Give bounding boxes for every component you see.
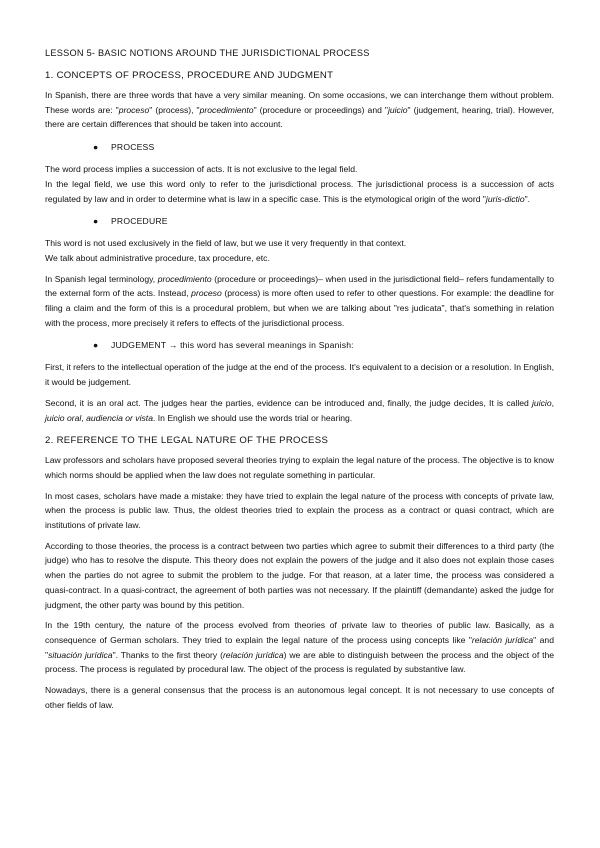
judgement-paragraph-1: First, it refers to the intellectual operation of the judge at the end of the process. It's equivalent to a decision or a resolution. In English, it would be judgement.	[45, 362, 554, 388]
legal-nature-paragraph-2: In most cases, scholars have made a mistake: they have tried to explain the legal nature of the process with concepts of private law, when the process is public law. Thus, the oldest theories tried to explain the process as a contract or quasi contract, which are institutions of private law.	[45, 490, 554, 531]
bullet-dot-icon: ●	[93, 142, 99, 153]
bullet-judgement: ● JUDGEMENT → this word has several meanings in Spanish:	[93, 340, 354, 351]
bullet-dot-icon: ●	[93, 340, 99, 351]
procedure-line-2: We talk about administrative procedure, tax procedure, etc.	[45, 252, 270, 263]
intro-paragraph: In Spanish, there are three words that have a very similar meaning. On some occasions, we can interchange them without problem. These words are: "proceso" (process), "procedimiento" (procedure or proceedings) and "juicio" (judgement, hearing, trial). However, there are certain differences that should be taken into account.	[45, 90, 554, 130]
bullet-procedure: ● PROCEDURE	[93, 216, 168, 227]
section-2-heading: 2. REFERENCE TO THE LEGAL NATURE OF THE PROCESS	[45, 435, 329, 447]
procedure-line-1: This word is not used exclusively in the field of law, but we use it very frequently in that context.	[45, 238, 407, 249]
procedure-paragraph: In Spanish legal terminology, procedimiento (procedure or proceedings)– when used in the jurisdictional field– refers fundamentally to the external form of the acts. Instead, proceso (process) is more often used to refer to other questions. For example: the deadline for filing a claim and the form of this is a procedural problem, but when we are talking about "res judicata", that's something in relation with the process, more precisely it refers to effects of the jurisdictional process.	[45, 273, 554, 328]
process-paragraph: In the legal field, we use this word only to refer to the jurisdictional process. The jurisdictional process is a succession of acts regulated by law and in order to determine what is law in a specific case. This is the etymological origin of the word "juris-dictio".	[45, 178, 554, 204]
legal-nature-paragraph-1: Law professors and scholars have proposed several theories trying to explain the legal nature of the process. The objective is to know which norms should be applied when the law does not regulate something in particular.	[45, 455, 554, 480]
process-line-1: The word process implies a succession of acts. It is not exclusive to the legal field.	[45, 164, 358, 175]
legal-nature-paragraph-4: In the 19th century, the nature of the process evolved from theories of private law to theories of public law. Basically, as a consequence of German scholars. They tried to explain the legal nature of the process using concepts like "relación jurídica" and "situación jurídica". Thanks to the first theory (relación jurídica) we are able to distinguish between the process and the object of the process. The process is regulated by procedural law. The object of the process is regulated by substantive law.	[45, 620, 555, 675]
bullet-process: ● PROCESS	[93, 142, 155, 153]
legal-nature-paragraph-5: Nowadays, there is a general consensus that the process is an autonomous legal concept. It is not necessary to use concepts of other fields of law.	[45, 685, 554, 710]
judgement-paragraph-2: Second, it is an oral act. The judges hear the parties, evidence can be introduced and, finally, the judge decides, It is called juicio, juicio oral, audiencia or vista. In English we should use the words trial or hearing.	[45, 397, 554, 423]
section-1-heading: 1. CONCEPTS OF PROCESS, PROCEDURE AND JUDGMENT	[45, 70, 334, 81]
legal-nature-paragraph-3: According to those theories, the process is a contract between two parties which agree to submit their differences to a third party (the judge) who has to resolve the dispute. This theory does not explain the powers of the judge and it also does not explain those cases when the parties do not agree to submit the problem to the judge. For that reason, at a later time, the process was considered a quasi-contract. In a quasi-contract, the agreement of both parties was not necessary. If the plaintiff (demandante) asked the judge for judgment, the other party was bound by this petition.	[45, 540, 554, 610]
lesson-title: LESSON 5- BASIC NOTIONS AROUND THE JURISDICTIONAL PROCESS	[45, 48, 370, 58]
bullet-dot-icon: ●	[93, 216, 99, 227]
